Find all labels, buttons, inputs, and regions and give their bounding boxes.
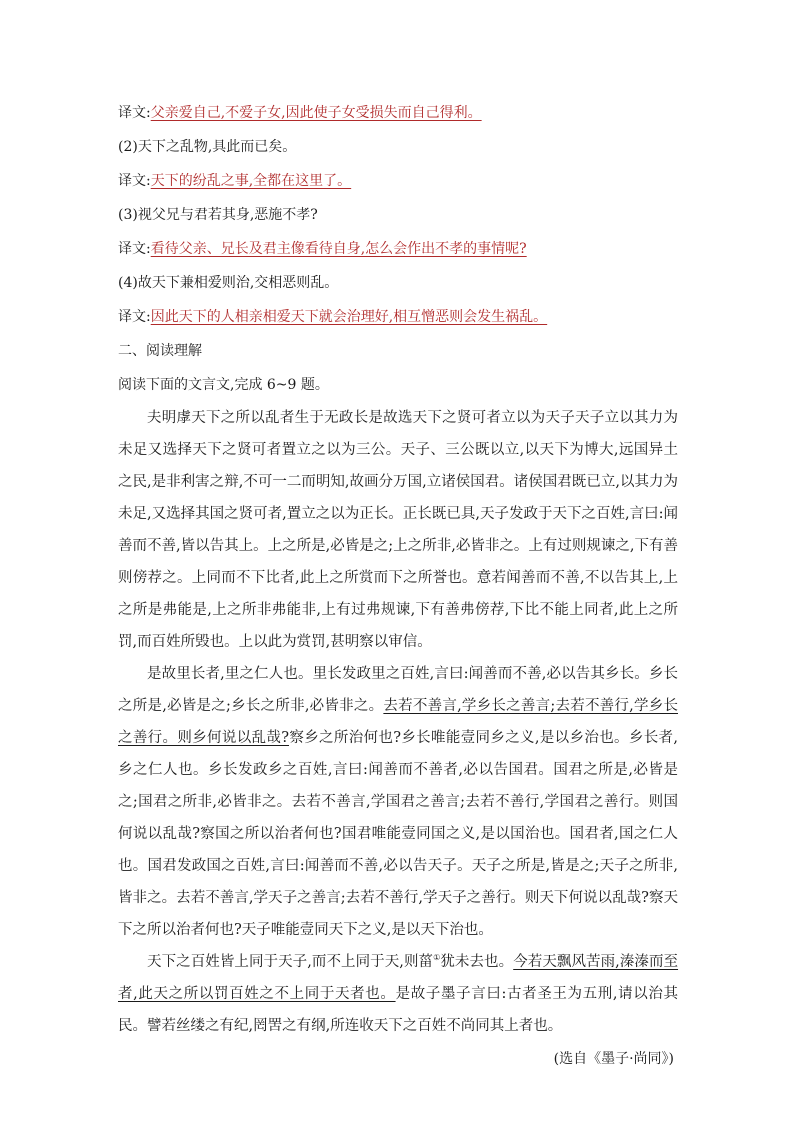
- question-line-2: (2)天下之乱物,具此而已矣。: [118, 139, 297, 155]
- document-page: [118, 96, 678, 1076]
- underlined-sentence: 今若天飘风苦雨,溱溱而至者,此天之所以罚百姓之不上同于天者也。: [118, 954, 679, 1002]
- instruction: 阅读下面的文言文,完成 6~9 题。: [118, 377, 329, 393]
- translation-label: 译文:: [118, 309, 151, 325]
- translation-line-1: [118, 96, 678, 130]
- translation-line-4: [118, 300, 678, 334]
- question-line-3: (3)视父兄与君若其身,恶施不孝?: [118, 207, 318, 223]
- passage-text: 是故子墨子言曰:古者圣王为五刑,请以治其民。譬若丝缕之有纪,罔罟之有纲,所连收天下之百姓不尚同其上者也。: [118, 986, 679, 1034]
- translation-answer: 看待父亲、兄长及君主像看待自身,怎么会作出不孝的事情呢?: [150, 241, 527, 257]
- translation-label: 译文:: [118, 241, 151, 257]
- translation-line-3: [118, 232, 678, 266]
- underlined-sentence: 去若不善言,学乡长之善言;去若不善行,学乡长之善行。则乡何说以乱哉?: [118, 698, 678, 746]
- passage-text: 天下之百姓皆上同于天子,而不上同于天,则菑: [147, 954, 434, 970]
- passage-text: 察乡之所治何也?乡长唯能壹同乡之义,是以乡治也。乡长者,乡之仁人也。乡长发政乡之百姓,言曰:闻善而不善者,必以告国君。国君之所是,必皆是之;国君之所非,必皆非之。去若不善言,学国君之善言;去若不善行,学国君之善行。则国何说以乱哉?察国之所以治者何也?国君唯能壹同国之义,是以国治也。国君者,国之仁人也。国君发政国之百姓,言曰:闻善而不善,必以告天子。天子之所是,皆是之;天子之所非,皆非之。去若不善言,学天子之善言;去若不善行,学天子之善行。则天下何说以乱哉?察天下之所以治者何也?天子唯能壹同天下之义,是以天下治也。: [118, 730, 678, 938]
- source-citation: (选自《墨子·尚同》): [553, 1051, 674, 1067]
- question-line-4: (4)故天下兼相爱则治,交相恶则乱。: [118, 275, 339, 291]
- translation-label: 译文:: [118, 105, 151, 121]
- translation-line-2: [118, 164, 678, 198]
- translation-answer: 天下的纷乱之事,全都在这里了。: [150, 173, 352, 189]
- translation-answer: 父亲爱自己,不爱子女,因此使子女受损失而自己得利。: [150, 105, 482, 121]
- section-title: 二、阅读理解: [118, 343, 202, 359]
- footnote-marker: ①: [433, 953, 441, 963]
- passage-paragraph-3: [118, 946, 678, 1042]
- translation-label: 译文:: [118, 173, 151, 189]
- passage-paragraph-1: 夫明虖天下之所以乱者生于无政长是故选天下之贤可者立以为天子天子立以其力为未足又选择天下之贤可者置立之以为三公。天子、三公既以立,以天下为博大,远国异土之民,是非利害之辩,不可一二而明知,故画分万国,立诸侯国君。诸侯国君既已立,以其力为未足,又选择其国之贤可者,置立之以为正长。正长既已具,天子发政于天下之百姓,言曰:闻善而不善,皆以告其上。上之所是,必皆是之;上之所非,必皆非之。上有过则规谏之,下有善则傍荐之。上同而不下比者,此上之所赏而下之所誉也。意若闻善而不善,不以告其上,上之所是弗能是,上之所非弗能非,上有过弗规谏,下有善弗傍荐,下比不能上同者,此上之所罚,而百姓所毁也。上以此为赏罚,甚明察以审信。: [118, 410, 678, 650]
- passage-text: 犹未去也。: [440, 954, 514, 970]
- passage-paragraph-2: [118, 658, 678, 946]
- passage-text: 是故里长者,里之仁人也。里长发政里之百姓,言曰:闻善而不善,必以告其乡长。乡长之所是,必皆是之;乡长之所非,必皆非之。: [118, 666, 678, 714]
- translation-answer: 因此天下的人相亲相爱天下就会治理好,相互憎恶则会发生祸乱。: [150, 309, 548, 325]
